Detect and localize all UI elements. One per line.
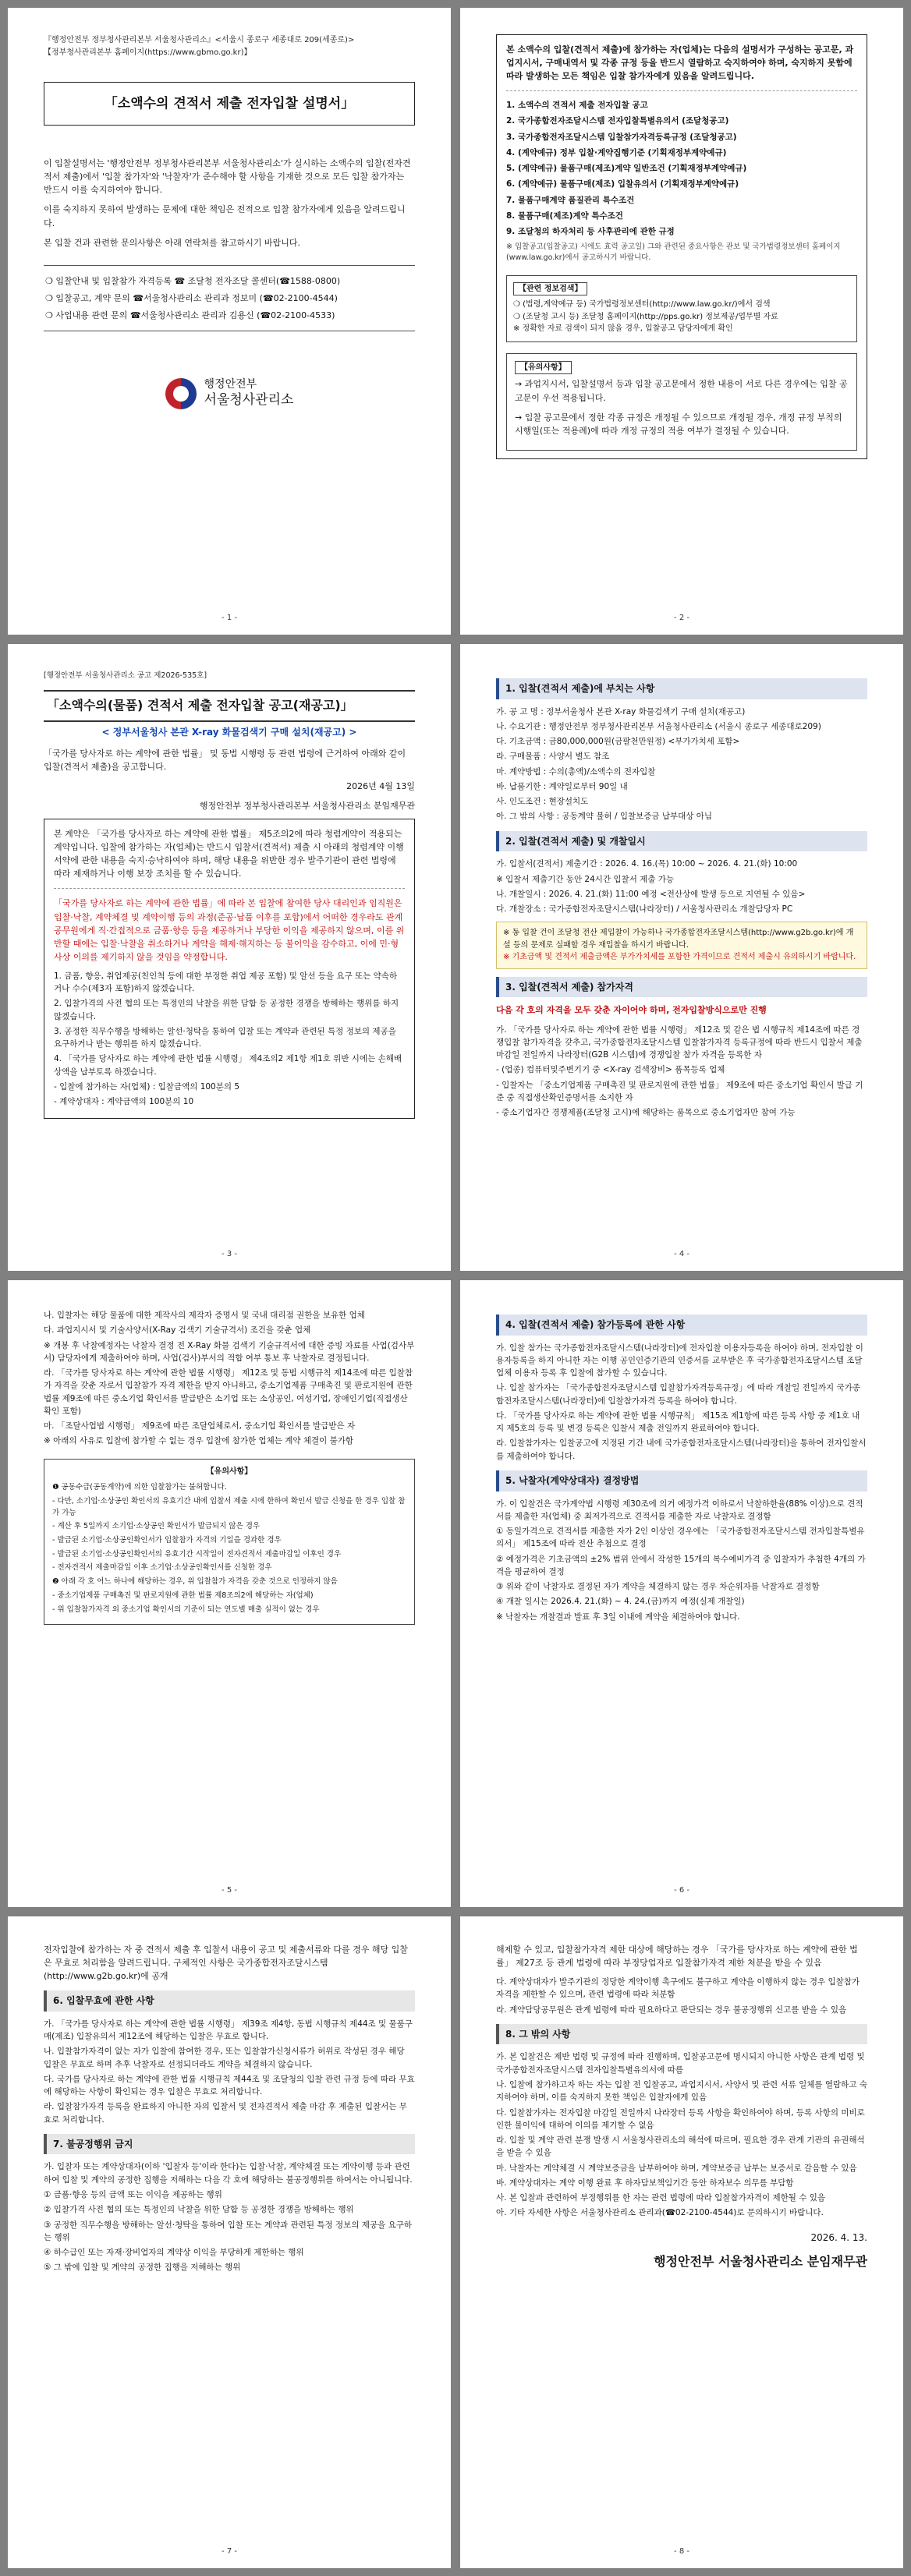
page7-para-top: 전자입찰에 참가하는 자 중 견적서 제출 후 입찰서 내용이 공고 및 제출서류와 다를 경우 해당 입찰은 무효로 처리함을 알려드립니다. 구체적인 사항은 국가종합전자조달시스템(http://www.g2b.go.kr)에 공개: [44, 1944, 408, 1982]
announce-date: 2026년 4월 13일: [346, 781, 415, 792]
section-row: ③ 공정한 직무수행을 방해하는 알선·청탁을 통하여 입찰 또는 계약과 관련된 특정 정보의 제공을 요구하는 행위: [44, 2220, 413, 2242]
section-body: [496, 706, 867, 823]
document-page-8: [460, 1916, 903, 2568]
section-row: 바. 납품기한 : 계약일로부터 90일 내: [496, 781, 628, 791]
section-row: 다. 개찰장소 : 국가종합전자조달시스템(나라장터) / 서울청사관리소 개찰담당자 PC: [496, 904, 793, 915]
section-heading: 1. 입찰(견적서 제출)에 부치는 사항: [496, 678, 867, 699]
reference-list-item: 8. 물품구매(제조)계약 특수조건: [506, 211, 623, 221]
page-number: - 2 -: [674, 613, 689, 622]
section-row: 사. 인도조건 : 현장설치도: [496, 797, 589, 807]
warning-item: → 입찰 공고문에서 정한 각종 규정은 개정될 수 있으므로 개정될 경우, 개정 규정 부칙의 시행일(또는 적용례)에 따라 개정 규정의 적용 여부가 결정될 수 있습니다.: [515, 412, 842, 436]
section-row: 아. 그 밖의 사항 : 공동계약 불허 / 입찰보증금 납부대상 아님: [496, 812, 713, 822]
reference-list: [506, 99, 857, 238]
section-body: [44, 2018, 415, 2126]
warning-item: → 과업지시서, 입찰설명서 등과 입찰 공고문에서 정한 내용이 서로 다른 경우에는 입찰 공고문이 우선 적용됩니다.: [515, 379, 848, 403]
page2-footnote: ※ 입찰공고(입찰공고) 시에도 효력 공고일) 그와 관련된 중요사항은 관보 및 국가법령정보센터 홈페이지(www.law.go.kr)에서 공고하시기 바랍니다.: [506, 242, 841, 263]
page3-para2: 본 계약은 「국가를 당사자로 하는 계약에 관한 법률」 제5조의2에 따라 청렴계약이 적용되는 계약입니다. 입찰에 참가하는 자(업체)는 반드시 입찰서(견적서) 제출 시 아래의 청렴계약 이행서약에 관한 내용을 숙지·승낙하여야 하며, 해당 내용을 위반한 경우 발주기관이 관련 법령에 따라 제재하거나 이행 보장 조치를 할 수 있습니다.: [54, 829, 404, 879]
guide-item: - 발급된 소기업·소상공인확인서가 입찰참가 자격의 기일을 경과한 경우: [52, 1536, 282, 1545]
section-heading: 6. 입찰무효에 관한 사항: [44, 1990, 415, 2012]
section-heading: 8. 그 밖의 사항: [496, 2024, 867, 2045]
page1-header-line1: 『행정안전부 정부청사관리본부 서울청사관리소』<서울시 종로구 세종대로 209(세종로)>: [44, 36, 355, 44]
section-row: 다. 기초금액 : 금80,000,000원(금팔천만원정) <부가가치세 포함>: [496, 737, 740, 747]
section-row: ③ 위와 같이 낙찰자로 결정된 자가 계약을 체결하지 않는 경우 차순위자를 낙찰자로 결정함: [496, 1582, 820, 1592]
taegeuk-logo-icon: [165, 378, 197, 409]
info-item: ❍ (조달청 고시 등) 조달청 홈페이지(http://pps.go.kr) 정보제공/업무별 자료: [513, 312, 778, 321]
integrity-box: [44, 819, 415, 1119]
section-heading: 5. 낙찰자(계약상대자) 결정방법: [496, 1470, 867, 1491]
section-row: 다. 계약상대자가 발주기관의 정당한 계약이행 촉구에도 불구하고 계약을 이행하지 않는 경우 입찰참가자격을 제한할 수 있으며, 관련 법령에 따라 처분함: [496, 1977, 860, 2000]
section-row: ② 입찰가격 사전 협의 또는 특정인의 낙찰을 위한 담합 등 공정한 경쟁을 방해하는 행위: [44, 2205, 354, 2215]
section-row: ※ 낙찰자는 개찰결과 발표 후 3일 이내에 계약을 체결하여야 합니다.: [496, 1612, 740, 1622]
notice-item: ※ 동 입찰 건이 조달청 전산 제입찰이 가능하나 국가종합전자조달시스템(http://www.g2b.go.kr)에 개설 등의 문제로 실패할 경우 재입찰을 하시기 바랍니다.: [503, 929, 854, 950]
document-page-7: [8, 1916, 451, 2568]
guide-item: - 계산 후 5일까지 소기업·소상공인 확인서가 발급되지 않은 경우: [52, 1522, 261, 1531]
integrity-list-item: 2. 입찰가격의 사전 협의 또는 특정인의 낙찰을 위한 담합 등 공정한 경쟁을 방해하는 행위를 하지 않겠습니다.: [54, 999, 399, 1021]
section-row: 가. 「국가를 당사자로 하는 계약에 관한 법률 시행령」 제39조 제4항, 동법 시행규칙 제44조 및 물품구매(제조) 입찰유의서 제12조에 해당하는 입찰은 무효로 합니다.: [44, 2019, 413, 2041]
section-row: ※ 입찰서 제출기간 동안 24시간 입찰서 제출 가능: [496, 874, 675, 884]
guide-box: [44, 1459, 415, 1626]
page1-title: 「소액수의 견적서 제출 전자입찰 설명서」: [44, 82, 415, 126]
section-row: ② 예정가격은 기초금액의 ±2% 범위 안에서 작성한 15개의 복수예비가격 중 입찰자가 추첨한 4개의 가격을 평균하여 결정: [496, 1554, 866, 1576]
section-body: [496, 1976, 867, 2016]
page-number: - 7 -: [222, 2546, 237, 2556]
info-item: ❍ (법령,계약예규 등) 국가법령정보센터(http://www.law.go.kr/)에서 검색: [513, 300, 771, 310]
guide-item: - 중소기업제품 구매촉진 및 판로지원에 관한 법률 제8조의2에 해당하는 자(업체): [52, 1591, 314, 1600]
contact-item: ❍ 사업내용 관련 문의 ☎서울청사관리소 관리과 김용신 (☎02-2100-4533): [45, 310, 335, 320]
page3-title: 「소액수의(물품) 견적서 제출 전자입찰 공고(재공고)」: [44, 690, 415, 722]
info-title: 【관련 정보검색】: [513, 282, 587, 296]
page1-para3: 본 입찰 건과 관련한 문의사항은 아래 연락처를 참고하시기 바랍니다.: [44, 237, 300, 248]
section-body: [496, 1024, 867, 1120]
section-body: [44, 2160, 415, 2273]
info-item: ※ 정확한 자료 검색이 되지 않을 경우, 입찰공고 담당자에게 확인: [513, 324, 733, 334]
section-row: - 중소기업자간 경쟁제품(조달청 고시)에 해당하는 품목으로 중소기업자만 참여 가능: [496, 1108, 796, 1118]
section-row: 나. 입찰 참가자는 「국가종합전자조달시스템 입찰참가자격등록규정」에 따라 개찰일 전일까지 국가종합전자조달시스템(나라장터)에 입찰참가자격 등록을 하여야 합니다.: [496, 1383, 860, 1406]
section-row: 라. 입찰참가자격 등록을 완료하지 아니한 자의 입찰서 및 전자견적서 제출 마감 후 제출된 입찰서는 무효로 처리합니다.: [44, 2102, 407, 2125]
page-number: - 3 -: [222, 1249, 237, 1258]
guide-item: ❶ 공동수급(공동계약)에 의한 입찰참가는 불허합니다.: [52, 1483, 227, 1492]
logo-line2: 서울청사관리소: [204, 391, 294, 408]
page-number: - 5 -: [222, 1885, 237, 1895]
section-row: 가. 공 고 명 : 정부서울청사 본관 X-ray 화물검색기 구매 설치(재공고): [496, 706, 746, 717]
section-row: 가. 입찰자 또는 계약상대자(이하 '입찰자 등'이라 한다)는 입찰·낙찰, 계약체결 또는 계약이행 등과 관련하여 입찰 및 계약의 공정한 집행을 저해하는 다음 각 호에 해당하는 불공정행위를 하여서는 아니됩니다.: [44, 2162, 413, 2185]
section-row: 나. 입찰자는 해당 물품에 대한 제작사의 제작자 증명서 및 국내 대리점 권한을 보유한 업체: [44, 1311, 365, 1320]
section-row: 나. 입찰에 참가하고자 하는 자는 입찰 전 입찰공고, 과업지시서, 사양서 및 관련 서류 일체를 열람하고 숙지하여야 하며, 이를 숙지하지 못한 책임은 입찰자에게 있음: [496, 2080, 867, 2103]
section-row: 가. 본 입찰건은 제반 법령 및 규정에 따라 진행하며, 입찰공고문에 명시되지 아니한 사항은 관계 법령 및 국가종합전자조달시스템 전자입찰특별유의서에 따름: [496, 2052, 865, 2075]
section-body: [44, 1309, 415, 1448]
closing-date: 2026. 4. 13.: [810, 2231, 867, 2243]
page3-subtitle: < 정부서울청사 본관 X-ray 화물검색기 구매 설치(재공고) >: [101, 726, 357, 738]
reference-list-item: 5. (계약예규) 물품구매(제조)계약 일반조건 (기획재정부계약예규): [506, 164, 747, 174]
section-row: 가. 입찰 참가는 국가종합전자조달시스템(나라장터)에 전자입찰 이용자등록을 하여야 하며, 전자입찰 이용자등록을 하지 아니한 자는 이행 공인인증기관의 인증서를 교부받은 후 국가종합전자조달시스템 조달업체 이용자 등록 후 입찰에 참가할 수 있습니다.: [496, 1343, 863, 1378]
document-page-5: [8, 1280, 451, 1907]
section-body: [496, 2051, 867, 2219]
guide-list: [52, 1482, 406, 1615]
section-row: 다. 국가를 당사자로 하는 계약에 관한 법률 시행규칙 제44조 및 조달청의 입찰 관련 규정 등에 따라 무효에 해당하는 사항이 확인되는 경우 입찰은 무효로 처리합니다.: [44, 2074, 415, 2097]
section-row: 아. 기타 자세한 사항은 서울청사관리소 관리과(☎02-2100-4544)로 문의하시기 바랍니다.: [496, 2208, 824, 2218]
contact-box: [44, 265, 415, 331]
guide-title: 【유의사항】: [206, 1467, 253, 1476]
integrity-list: [54, 970, 405, 1109]
reference-list-item: 2. 국가종합전자조달시스템 전자입찰특별유의서 (조달청공고): [506, 116, 729, 126]
section-row: 사. 본 입찰과 관련하여 부정행위를 한 자는 관련 법령에 따라 입찰참가자격이 제한될 수 있음: [496, 2193, 826, 2203]
page1-para2: 이를 숙지하지 못하여 발생하는 문제에 대한 책임은 전적으로 입찰 참가자에게 있음을 알려드립니다.: [44, 204, 406, 228]
info-box: [506, 275, 857, 342]
section-row: 다. 과업지시서 및 기술사양서(X-Ray 검색기 기술규격서) 조건을 갖춘 업체: [44, 1325, 311, 1336]
section-row: 라. 구매물품 : 사양서 별도 참조: [496, 752, 610, 762]
page1-header-line2: 【정부청사관리본부 홈페이지(https://www.gbmo.go.kr)】: [44, 48, 252, 57]
section-heading: 4. 입찰(견적서 제출) 참가등록에 관한 사항: [496, 1315, 867, 1336]
page3-header: [행정안전부 서울청사관리소 공고 제2026-535호]: [44, 671, 207, 680]
section-row: ※ 개봉 후 낙찰예정자는 낙찰자 결정 전 X-Ray 화물 검색기 기술규격서에 대한 증빙 자료를 사업(검사부서) 담당자에게 제출하여야 하며, 사업(검사)부서의 적합 여부 통보 후 낙찰자로 결정됩니다.: [44, 1340, 415, 1363]
section-row: 라. 입찰 및 계약 관련 분쟁 발생 시 서울청사관리소의 해석에 따르며, 필요한 경우 관계 기관의 유권해석을 받을 수 있음: [496, 2135, 865, 2158]
section-body: [496, 858, 867, 915]
page8-para-top: 해제할 수 있고, 입찰참가자격 제한 대상에 해당하는 경우 「국가를 당사자로 하는 계약에 관한 법률」 제27조 등 관계 법령에 따라 부정당업자로 입찰참가자격 제한 처분을 받을 수 있음: [496, 1944, 858, 1969]
page-number: - 8 -: [674, 2546, 689, 2556]
contact-item: ❍ 입찰안내 및 입찰참가 자격등록 ☎ 조달청 전자조달 콜센터(☎1588-0800): [45, 275, 341, 286]
announce-org: 행정안전부 정부청사관리본부 서울청사관리소 분임재무관: [199, 801, 415, 812]
integrity-list-item: 4. 「국가를 당사자로 하는 계약에 관한 법률 시행령」 제4조의2 제1항 제1호 위반 시에는 손해배상액을 납부토록 하겠습니다.: [54, 1054, 402, 1077]
warning-box: [506, 353, 857, 451]
section-body: [496, 1342, 867, 1463]
section-row: 라. 계약담당공무원은 관계 법령에 따라 필요하다고 판단되는 경우 불공정행위 신고를 받을 수 있음: [496, 2005, 847, 2015]
notice-item: ※ 기초금액 및 견적서 제출금액은 부가가치세를 포함한 가격이므로 견적서 제출시 유의하시기 바랍니다.: [503, 953, 856, 962]
section-row: - 입찰자는 「중소기업제품 구매촉진 및 판로지원에 관한 법률」 제9조에 따른 중소기업 확인서 발급 기준 중 직접생산확인증명서를 소지한 자: [496, 1080, 863, 1102]
reference-list-item: 7. 물품구매계약 품질관리 특수조건: [506, 195, 635, 205]
section-row: 가. 입찰서(견적서) 제출기간 : 2026. 4. 16.(목) 10:00 ~ 2026. 4. 21.(화) 10:00: [496, 859, 798, 869]
document-page-6: [460, 1280, 903, 1907]
document-page-1: [8, 8, 451, 635]
ministry-logo: [44, 378, 415, 409]
guide-item: - 전자견적서 제출마감일 이후 소기업·소상공인확인서를 신청한 경우: [52, 1563, 272, 1573]
section-row: 라. 입찰참가자는 입찰공고에 지정된 기간 내에 국가종합전자조달시스템(나라장터)을 통하여 전자입찰서를 제출하여야 합니다.: [496, 1438, 867, 1461]
page-number: - 4 -: [674, 1249, 689, 1258]
reference-list-item: 3. 국가종합전자조달시스템 입찰참가자격등록규정 (조달청공고): [506, 132, 737, 142]
integrity-list-item: - 입찰에 참가하는 자(업체) : 입찰금액의 100분의 5: [54, 1081, 240, 1092]
reference-list-item: 9. 조달청의 하자처리 등 사후관리에 관한 규정: [506, 227, 675, 237]
section-row: 나. 개찰일시 : 2026. 4. 21.(화) 11:00 예정 <전산상에 발생 등으로 지연될 수 있음>: [496, 889, 806, 899]
closing-org: 행정안전부 서울청사관리소 분임재무관: [654, 2254, 867, 2270]
section-row: ④ 하수급인 또는 자재·장비업자의 계약상 이익을 부당하게 제한하는 행위: [44, 2248, 304, 2258]
guide-item: - 위 입찰참가자격 외 중소기업 확인서의 기준이 되는 연도별 매출 실적이 없는 경우: [52, 1605, 320, 1614]
page1-para1: 이 입찰설명서는 '행정안전부 정부청사관리본부 서울청사관리소'가 실시하는 소액수의 입찰(전자견적서 제출)에서 '입찰 참가자'와 '낙찰자'가 준수해야 할 사항을 기재한 것으로 모든 입찰 참가자는 반드시 이를 숙지하여야 합니다.: [44, 158, 411, 196]
page-number: - 1 -: [222, 613, 237, 622]
section-heading: 3. 입찰(견적서 제출) 참가자격: [496, 977, 867, 998]
section-row: 나. 수요기관 : 행정안전부 정부청사관리본부 서울청사관리소 (서울시 종로구 세종대로209): [496, 721, 821, 731]
integrity-intro: 「국가를 당사자로 하는 계약에 관한 법률」에 따라 본 입찰에 참여한 당사 대리인과 임직원은 입찰·낙찰, 계약체결 및 계약이행 등의 과정(준공·납품 이후를 포함)에서 어떠한 경우라도 관계 공무원에게 직·간접적으로 금품·향응 등을 제공하거나 부당한 이익을 제공하지 않으며, 이를 위반할 때에는 입찰·낙찰을 취소하거나 계약을 해제·해지하는 등 불이익을 감수하고, 이에 민·형사상 이의를 제기하지 않을 것임을 약정합니다.: [54, 898, 405, 962]
section-row: ① 금품·향응 등의 금액 또는 이익을 제공하는 행위: [44, 2189, 222, 2199]
section-row: 마. 낙찰자는 계약체결 시 계약보증금을 납부하여야 하며, 계약보증금 납부는 보증서로 갈음할 수 있음: [496, 2163, 857, 2173]
reference-list-item: 4. (계약예규) 정부 입찰·계약집행기준 (기획재정부계약예규): [506, 147, 727, 157]
reference-list-item: 1. 소액수의 견적서 제출 전자입찰 공고: [506, 101, 648, 111]
section-row: 나. 입찰참가자격이 없는 자가 입찰에 참여한 경우, 또는 입찰참가신청서류가 허위로 작성된 경우 해당 입찰은 무효로 하며 추후 낙찰자로 선정되더라도 계약을 체결하지 않습니다.: [44, 2047, 405, 2069]
section-row: 가. 「국가를 당사자로 하는 계약에 관한 법률 시행령」 제12조 및 같은 법 시행규칙 제14조에 따른 경쟁입찰 참가자격을 갖추고, 국가종합전자조달시스템 입찰참가자격 등록규정에 따라 반드시 입찰서 제출 마감일 전일까지 나라장터(G2B 시스템)에 경쟁입찰 참가 자격을 등록한 자: [496, 1024, 863, 1060]
intro-box: [496, 34, 867, 459]
guide-item: ❷ 아래 각 호 어느 하나에 해당하는 경우, 위 입찰참가 자격을 갖춘 것으로 인정하지 않음: [52, 1577, 338, 1587]
document-page-3: [8, 644, 451, 1271]
integrity-list-item: 1. 금품, 향응, 취업제공(친인척 등에 대한 부정한 취업 제공 포함) 및 알선 등을 요구 또는 약속하거나 수수(제3자 포함)하지 않겠습니다.: [54, 971, 398, 993]
section-row: - (업종) 컴퓨터및주변기기 중 <X-ray 검색장비> 품목등록 업체: [496, 1065, 725, 1075]
document-page-4: [460, 644, 903, 1271]
warning-title: 【유의사항】: [515, 361, 572, 375]
section-heading: 2. 입찰(견적서 제출) 및 개찰일시: [496, 831, 867, 852]
section-intro: 다음 각 호의 자격을 모두 갖춘 자이어야 하며, 전자입찰방식으로만 진행: [496, 1005, 767, 1016]
page3-para1: 「국가를 당사자로 하는 계약에 관한 법률」 및 동법 시행령 등 관련 법령에 근거하여 아래와 같이 입찰(견적서 제출)을 공고합니다.: [44, 748, 406, 773]
section-row: ⑤ 그 밖에 입찰 및 계약의 공정한 집행을 저해하는 행위: [44, 2263, 241, 2273]
section-row: 다. 입찰참가자는 전자입찰 마감일 전일까지 나라장터 등록 사항을 확인하여야 하며, 등록 사항의 미비로 인한 불이익에 대하여 이의를 제기할 수 없음: [496, 2107, 865, 2130]
page-number: - 6 -: [674, 1885, 689, 1895]
section-row: 다. 「국가를 당사자로 하는 계약에 관한 법률 시행규칙」 제15조 제1항에 따른 등록 사항 중 제1호 내지 제5호의 등록 및 변경 등록은 입찰서 제출 전일까지 완료하여야 합니다.: [496, 1410, 860, 1434]
section-row: 바. 계약상대자는 계약 이행 완료 후 하자담보책임기간 동안 하자보수 의무를 부담함: [496, 2178, 794, 2188]
integrity-list-item: 3. 공정한 직무수행을 방해하는 알선·청탁을 통하여 입찰 또는 계약과 관련된 특정 정보의 제공을 요구하거나 받는 행위를 하지 않겠습니다.: [54, 1026, 396, 1049]
page2-intro: 본 소액수의 입찰(견적서 제출)에 참가하는 자(업체)는 다음의 설명서가 구성하는 공고문, 과업지시서, 구매내역서 및 각종 규정 등을 반드시 열람하고 숙지하여야 하며, 숙지하지 못함에 따라 발생하는 모든 책임은 입찰 참가자에게 있음을 알려드립니다.: [506, 44, 854, 82]
document-page-2: [460, 8, 903, 635]
reference-list-item: 6. (계약예규) 물품구매(제조) 입찰유의서 (기획재정부계약예규): [506, 179, 739, 189]
section-row: ※ 아래의 사유로 입찰에 참가할 수 없는 경우 입찰에 참가한 업체는 계약 체결이 불가함: [44, 1436, 354, 1446]
section-body: [496, 1498, 867, 1623]
guide-item: - 발급된 소기업·소상공인확인서의 유효기간 시작일이 전자견적서 제출마감일 이후인 경우: [52, 1549, 342, 1559]
section-row: 가. 이 입찰건은 국가계약법 시행령 제30조에 의거 예정가격 이하로서 낙찰하한율(88% 이상)으로 견적서를 제출한 자(업체) 중 최저가격으로 견적서를 제출한 자로 낙찰자로 결정함: [496, 1499, 863, 1521]
notice-box: [496, 922, 867, 969]
guide-item: - 다만, 소기업·소상공인 확인서의 유효기간 내에 입찰서 제출 시에 한하여 확인서 발급 신청을 한 경우 입찰 참가 가능: [52, 1496, 406, 1517]
section-heading: 7. 불공정행위 금지: [44, 2134, 415, 2155]
section-row: ④ 개찰 일시는 2026.4. 21.(화) ~ 4. 24.(금)까지 예정(실제 개찰일): [496, 1597, 745, 1607]
section-row: 마. 계약방법 : 수의(총액)/소액수의 전자입찰: [496, 766, 656, 777]
contact-item: ❍ 입찰공고, 계약 문의 ☎서울청사관리소 관리과 정보미 (☎02-2100-4544): [45, 292, 338, 303]
section-row: ① 동일가격으로 견적서를 제출한 자가 2인 이상인 경우에는 「국가종합전자조달시스템 전자입찰특별유의서」 제15조에 따라 전산 추첨으로 결정: [496, 1527, 865, 1549]
logo-line1: 행정안전부: [204, 378, 257, 391]
section-row: 마. 「조달사업법 시행령」 제9조에 따른 조달업체로서, 중소기업 확인서를 발급받은 자: [44, 1421, 356, 1431]
integrity-list-item: - 계약상대자 : 계약금액의 100분의 10: [54, 1097, 194, 1107]
section-row: 라. 「국가를 당사자로 하는 계약에 관한 법률 시행령」 제12조 및 동법 시행규칙 제14조에 따른 입찰참가 자격을 갖춘 자로서 입찰참가 자격 제한을 받지 아니하고, 중소기업제품 구매촉진 및 판로지원에 관한 법률 제9조에 따른 중소기업 확인서를 발급받은 소기업 또는 소상공인, 여성기업, 장애인기업(직접생산 확인 포함): [44, 1368, 413, 1416]
